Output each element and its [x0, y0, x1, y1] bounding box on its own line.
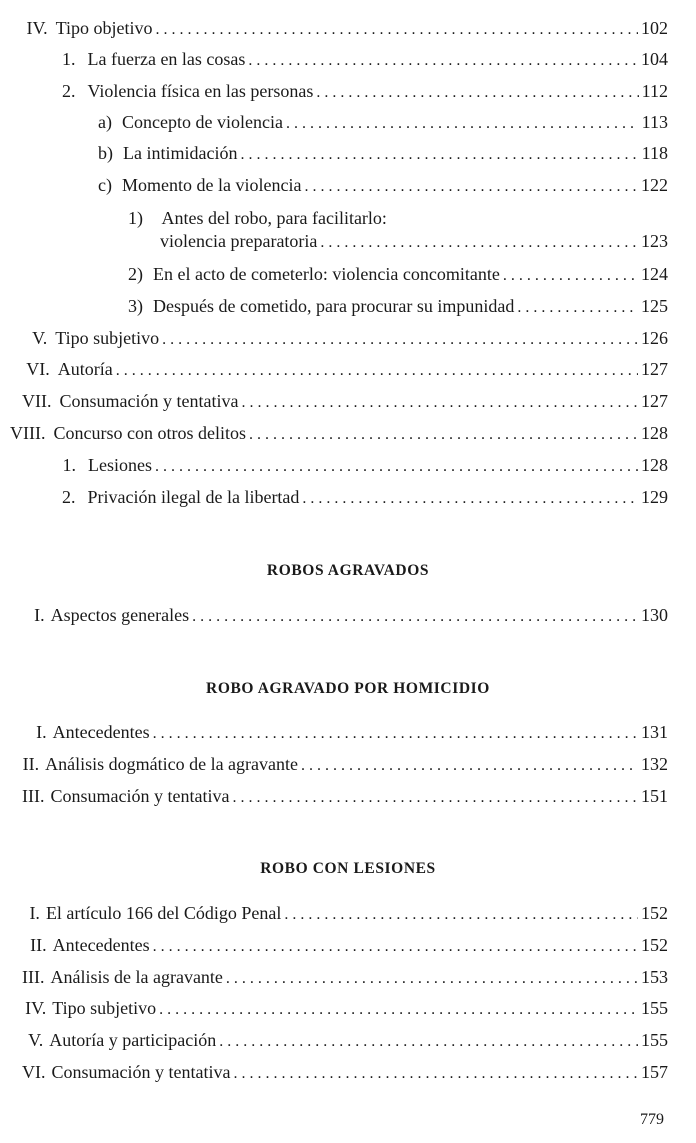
page-number: 779 [640, 1111, 664, 1128]
toc-entry [22, 754, 668, 784]
toc-entry [22, 998, 668, 1028]
entry-page: 128 [641, 423, 668, 443]
entry-title: Autoría [57, 359, 113, 379]
leader-dots [162, 331, 638, 349]
entry-title: Momento de la violencia [121, 175, 302, 195]
leader-dots [286, 115, 639, 133]
entry-number: VI. [26, 359, 50, 379]
entry-number: III. [22, 786, 45, 806]
leader-dots [156, 21, 639, 39]
entry-page: 122 [641, 175, 668, 195]
entry-title: Violencia física en las personas [87, 81, 314, 101]
toc-entry [22, 786, 668, 816]
entry-page: 125 [641, 296, 668, 316]
entry-page: 151 [641, 786, 668, 806]
toc-entry [10, 423, 668, 453]
entry-number: IV. [26, 18, 48, 38]
toc-entry [22, 605, 668, 635]
entry-number: II. [22, 754, 40, 774]
toc-entry [128, 296, 668, 326]
toc-entry [22, 903, 668, 933]
entry-page: 104 [641, 49, 668, 69]
leader-dots [241, 394, 638, 412]
entry-number: V. [32, 328, 48, 348]
entry-title: Privación ilegal de la libertad [87, 487, 300, 507]
entry-page: 124 [641, 264, 668, 284]
entry-number: 2. [62, 487, 76, 507]
entry-number: I. [34, 605, 45, 625]
entry-page: 127 [641, 359, 668, 379]
leader-dots [503, 267, 638, 285]
entry-page: 113 [641, 112, 668, 132]
toc-entry [98, 143, 668, 173]
leader-dots [240, 146, 638, 164]
leader-dots [320, 234, 638, 252]
entry-number: 1. [62, 49, 76, 69]
leader-dots [159, 1001, 638, 1019]
toc-entry [22, 1030, 668, 1060]
entry-number: IV. [25, 998, 47, 1018]
entry-number: I. [29, 903, 40, 923]
toc-entry [22, 935, 668, 965]
entry-page: 130 [641, 605, 668, 625]
entry-number: b) [98, 143, 113, 163]
entry-page: 155 [641, 998, 668, 1018]
entry-title: Análisis de la agravante [50, 967, 223, 987]
toc-entry [62, 49, 668, 79]
leader-dots [226, 970, 638, 988]
entry-title: Análisis dogmático de la agravante [45, 754, 299, 774]
leader-dots [116, 362, 638, 380]
section-heading: ROBO CON LESIONES [260, 860, 436, 877]
entry-page: 132 [641, 754, 668, 774]
entry-number: 1) [128, 208, 143, 228]
leader-dots [153, 725, 638, 743]
entry-title: Aspectos generales [50, 605, 190, 625]
entry-number: VI. [22, 1062, 46, 1082]
entry-title: En el acto de cometerlo: violencia concomitante [153, 264, 500, 284]
entry-page: 126 [641, 328, 668, 348]
entry-number: 3) [128, 296, 143, 316]
entry-page: 153 [641, 967, 668, 987]
toc-entry [22, 359, 668, 389]
leader-dots [248, 52, 638, 70]
leader-dots [219, 1033, 638, 1051]
entry-title: Autoría y participación [49, 1030, 217, 1050]
section-heading: ROBOS AGRAVADOS [266, 562, 430, 579]
toc-entry [22, 328, 668, 358]
entry-title: Lesiones [88, 455, 152, 475]
entry-title-continued: violencia preparatoria [160, 231, 318, 251]
entry-number: VIII. [10, 423, 46, 443]
toc-entry [62, 81, 668, 111]
leader-dots [249, 426, 638, 444]
toc-entry [22, 967, 668, 997]
leader-dots [232, 789, 638, 807]
entry-title: Antecedentes [52, 935, 150, 955]
entry-number: VII. [22, 391, 52, 411]
entry-title: La intimidación [123, 143, 238, 163]
entry-title: Antes del robo, para facilitarlo: [161, 208, 387, 228]
entry-page: 152 [641, 903, 668, 923]
leader-dots [284, 906, 638, 924]
entry-number: 2. [62, 81, 76, 101]
entry-title: Tipo subjetivo [52, 998, 157, 1018]
leader-dots [192, 608, 638, 626]
entry-title: Después de cometido, para procurar su impunidad [153, 296, 515, 316]
toc-entry [62, 455, 668, 485]
toc-entry [98, 175, 668, 205]
entry-title: Consumación y tentativa [59, 391, 239, 411]
entry-number: a) [98, 112, 112, 132]
entry-page: 123 [641, 231, 668, 251]
entry-number: 1. [62, 455, 76, 475]
entry-page: 155 [641, 1030, 668, 1050]
entry-number: 2) [128, 264, 143, 284]
entry-page: 157 [641, 1062, 668, 1082]
toc-entry [160, 231, 668, 261]
entry-title: La fuerza en las cosas [87, 49, 246, 69]
entry-number: II. [30, 935, 47, 955]
leader-dots [153, 938, 638, 956]
entry-number: c) [98, 175, 112, 195]
entry-number: I. [36, 722, 47, 742]
toc-entry [22, 18, 668, 48]
leader-dots [304, 178, 638, 196]
section-heading: ROBO AGRAVADO POR HOMICIDIO [206, 680, 490, 697]
toc-entry [22, 1062, 668, 1092]
entry-page: 102 [641, 18, 668, 38]
leader-dots [301, 757, 638, 775]
leader-dots [517, 299, 638, 317]
entry-page: 131 [641, 722, 668, 742]
entry-page: 112 [641, 81, 668, 101]
entry-title: Antecedentes [52, 722, 150, 742]
entry-number: V. [28, 1030, 44, 1050]
toc-entry-line1 [128, 208, 387, 229]
entry-title: Tipo subjetivo [55, 328, 160, 348]
entry-number: III. [22, 967, 45, 987]
entry-title: El artículo 166 del Código Penal [45, 903, 282, 923]
entry-title: Concurso con otros delitos [53, 423, 246, 443]
entry-title: Consumación y tentativa [50, 786, 230, 806]
leader-dots [233, 1065, 638, 1083]
entry-page: 127 [641, 391, 668, 411]
entry-page: 128 [641, 455, 668, 475]
toc-entry [98, 112, 668, 142]
toc-entry [22, 722, 668, 752]
toc-entry [22, 391, 668, 421]
entry-title: Consumación y tentativa [51, 1062, 231, 1082]
entry-title: Concepto de violencia [121, 112, 283, 132]
entry-page: 129 [641, 487, 668, 507]
leader-dots [302, 490, 638, 508]
entry-page: 118 [641, 143, 668, 163]
toc-entry [62, 487, 668, 517]
toc-entry [128, 264, 668, 294]
leader-dots [155, 458, 638, 476]
entry-title: Tipo objetivo [55, 18, 153, 38]
entry-page: 152 [641, 935, 668, 955]
leader-dots [316, 84, 638, 102]
